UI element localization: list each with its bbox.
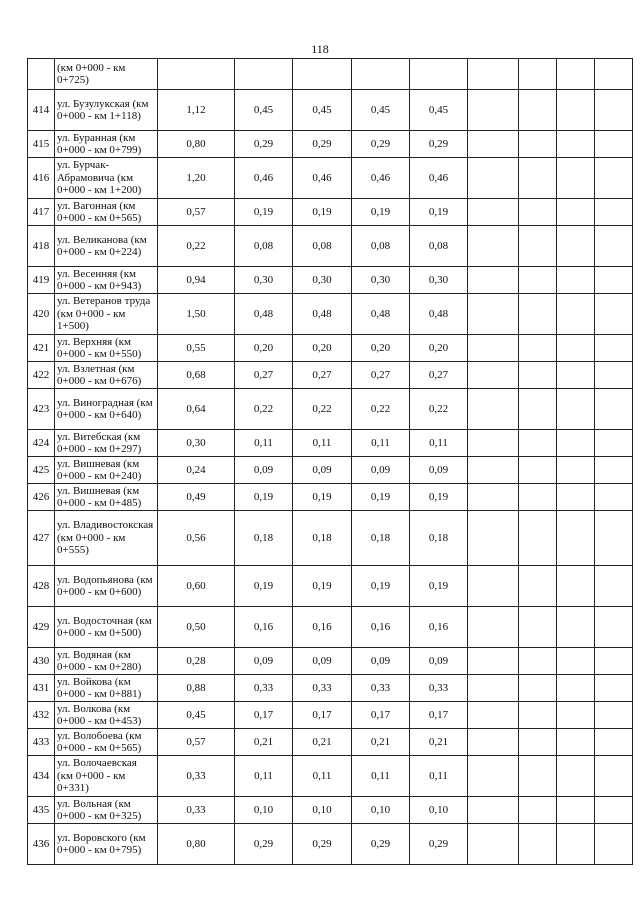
value-col-4: 0,21 — [410, 729, 468, 756]
road-name: ул. Весенняя (км 0+000 - км 0+943) — [55, 267, 158, 294]
empty-cell — [595, 294, 633, 335]
empty-cell — [519, 158, 557, 199]
road-length-value: 0,45 — [158, 702, 235, 729]
empty-cell — [519, 59, 557, 90]
table-row — [28, 675, 633, 702]
empty-cell — [519, 199, 557, 226]
road-name: ул. Бузулукская (км 0+000 - км 1+118) — [55, 90, 158, 131]
value-col-2: 0,46 — [293, 158, 352, 199]
empty-cell — [557, 675, 595, 702]
empty-cell — [468, 294, 519, 335]
empty-cell — [519, 226, 557, 267]
value-col-3: 0,19 — [352, 199, 410, 226]
value-col-2: 0,30 — [293, 267, 352, 294]
empty-cell — [595, 648, 633, 675]
empty-cell — [468, 729, 519, 756]
road-length-value: 0,57 — [158, 199, 235, 226]
road-length-value: 0,94 — [158, 267, 235, 294]
road-name: ул. Ветеранов труда (км 0+000 - км 1+500) — [55, 294, 158, 335]
road-name: ул. Волкова (км 0+000 - км 0+453) — [55, 702, 158, 729]
road-length-value: 0,22 — [158, 226, 235, 267]
road-name: ул. Буранная (км 0+000 - км 0+799) — [55, 131, 158, 158]
empty-cell — [519, 511, 557, 566]
empty-cell — [468, 702, 519, 729]
value-col-3: 0,08 — [352, 226, 410, 267]
empty-cell — [468, 335, 519, 362]
empty-cell — [519, 335, 557, 362]
value-col-3: 0,20 — [352, 335, 410, 362]
value-col-4: 0,08 — [410, 226, 468, 267]
empty-cell — [519, 824, 557, 865]
value-col-3: 0,09 — [352, 457, 410, 484]
value-col-4: 0,17 — [410, 702, 468, 729]
empty-cell — [557, 294, 595, 335]
value-col-1: 0,11 — [235, 430, 293, 457]
value-col-2: 0,19 — [293, 484, 352, 511]
value-col-1: 0,48 — [235, 294, 293, 335]
road-name: ул. Вишневая (км 0+000 - км 0+240) — [55, 457, 158, 484]
value-col-2: 0,20 — [293, 335, 352, 362]
roads-table — [27, 58, 633, 865]
empty-cell — [595, 484, 633, 511]
value-col-3: 0,19 — [352, 484, 410, 511]
road-length-value: 0,88 — [158, 675, 235, 702]
road-length-value: 1,20 — [158, 158, 235, 199]
empty-cell — [557, 484, 595, 511]
empty-cell — [468, 389, 519, 430]
table-row — [28, 131, 633, 158]
value-col-1: 0,19 — [235, 566, 293, 607]
empty-cell — [519, 457, 557, 484]
value-col-2: 0,10 — [293, 797, 352, 824]
roads-table-body — [28, 59, 633, 865]
road-name: ул. Витебская (км 0+000 - км 0+297) — [55, 430, 158, 457]
value-col-3: 0,22 — [352, 389, 410, 430]
value-col-4: 0,11 — [410, 756, 468, 797]
value-col-3: 0,16 — [352, 607, 410, 648]
value-col-2: 0,33 — [293, 675, 352, 702]
table-row — [28, 294, 633, 335]
empty-cell — [595, 729, 633, 756]
empty-cell — [519, 430, 557, 457]
page-number: 118 — [311, 42, 329, 56]
value-col-4: 0,20 — [410, 335, 468, 362]
empty-cell — [519, 702, 557, 729]
value-col-3: 0,29 — [352, 131, 410, 158]
value-col-4: 0,16 — [410, 607, 468, 648]
road-name: ул. Волочаевская (км 0+000 - км 0+331) — [55, 756, 158, 797]
empty-cell — [468, 648, 519, 675]
table-row — [28, 756, 633, 797]
road-name: ул. Владивостокская (км 0+000 - км 0+555) — [55, 511, 158, 566]
value-col-2: 0,48 — [293, 294, 352, 335]
value-col-2: 0,29 — [293, 824, 352, 865]
empty-cell — [519, 648, 557, 675]
row-number: 429 — [28, 607, 55, 648]
empty-cell — [557, 824, 595, 865]
value-col-4: 0,19 — [410, 199, 468, 226]
value-col-4: 0,27 — [410, 362, 468, 389]
empty-cell — [557, 756, 595, 797]
road-name: ул. Вольная (км 0+000 - км 0+325) — [55, 797, 158, 824]
value-col-4: 0,10 — [410, 797, 468, 824]
value-col-2: 0,22 — [293, 389, 352, 430]
empty-cell — [468, 457, 519, 484]
row-number: 422 — [28, 362, 55, 389]
value-col-1: 0,16 — [235, 607, 293, 648]
road-length-value: 0,68 — [158, 362, 235, 389]
empty-cell — [595, 430, 633, 457]
value-col-3: 0,19 — [352, 566, 410, 607]
value-col-2: 0,45 — [293, 90, 352, 131]
empty-cell — [595, 267, 633, 294]
value-col-1: 0,10 — [235, 797, 293, 824]
value-col-2: 0,27 — [293, 362, 352, 389]
row-number: 416 — [28, 158, 55, 199]
row-number — [28, 59, 55, 90]
value-col-3: 0,29 — [352, 824, 410, 865]
row-number: 424 — [28, 430, 55, 457]
table-row — [28, 566, 633, 607]
empty-cell — [557, 511, 595, 566]
value-col-3: 0,09 — [352, 648, 410, 675]
value-col-1: 0,30 — [235, 267, 293, 294]
table-row — [28, 389, 633, 430]
row-number: 419 — [28, 267, 55, 294]
table-row — [28, 729, 633, 756]
empty-cell — [519, 267, 557, 294]
empty-cell — [468, 797, 519, 824]
road-name: ул. Верхняя (км 0+000 - км 0+550) — [55, 335, 158, 362]
value-col-2: 0,11 — [293, 430, 352, 457]
road-length-value: 0,80 — [158, 131, 235, 158]
road-length-value: 0,64 — [158, 389, 235, 430]
value-col-2: 0,09 — [293, 648, 352, 675]
road-name: ул. Бурчак-Абрамовича (км 0+000 - км 1+200) — [55, 158, 158, 199]
table-row — [28, 199, 633, 226]
value-col-3: 0,27 — [352, 362, 410, 389]
row-number: 427 — [28, 511, 55, 566]
road-length-value: 0,24 — [158, 457, 235, 484]
empty-cell — [519, 756, 557, 797]
empty-cell — [468, 511, 519, 566]
empty-cell — [595, 824, 633, 865]
empty-cell — [519, 675, 557, 702]
value-col-4 — [410, 59, 468, 90]
value-col-2: 0,09 — [293, 457, 352, 484]
road-length-value: 0,33 — [158, 756, 235, 797]
value-col-4: 0,48 — [410, 294, 468, 335]
table-row — [28, 430, 633, 457]
value-col-1: 0,09 — [235, 648, 293, 675]
empty-cell — [595, 675, 633, 702]
empty-cell — [557, 362, 595, 389]
empty-cell — [595, 158, 633, 199]
value-col-3 — [352, 59, 410, 90]
empty-cell — [595, 199, 633, 226]
empty-cell — [557, 131, 595, 158]
empty-cell — [557, 267, 595, 294]
row-number: 418 — [28, 226, 55, 267]
road-length-value: 0,60 — [158, 566, 235, 607]
value-col-3: 0,11 — [352, 430, 410, 457]
row-number: 430 — [28, 648, 55, 675]
empty-cell — [468, 566, 519, 607]
empty-cell — [519, 729, 557, 756]
empty-cell — [595, 335, 633, 362]
empty-cell — [519, 797, 557, 824]
empty-cell — [468, 131, 519, 158]
value-col-2: 0,16 — [293, 607, 352, 648]
empty-cell — [468, 362, 519, 389]
road-name: ул. Виноградная (км 0+000 - км 0+640) — [55, 389, 158, 430]
empty-cell — [595, 362, 633, 389]
empty-cell — [468, 90, 519, 131]
row-number: 431 — [28, 675, 55, 702]
empty-cell — [519, 607, 557, 648]
empty-cell — [557, 90, 595, 131]
value-col-4: 0,30 — [410, 267, 468, 294]
empty-cell — [557, 607, 595, 648]
value-col-1: 0,21 — [235, 729, 293, 756]
row-number: 428 — [28, 566, 55, 607]
value-col-1: 0,19 — [235, 199, 293, 226]
road-name: ул. Волобоева (км 0+000 - км 0+565) — [55, 729, 158, 756]
table-row — [28, 158, 633, 199]
value-col-3: 0,17 — [352, 702, 410, 729]
table-row — [28, 362, 633, 389]
road-name: ул. Вагонная (км 0+000 - км 0+565) — [55, 199, 158, 226]
value-col-1: 0,19 — [235, 484, 293, 511]
value-col-3: 0,21 — [352, 729, 410, 756]
empty-cell — [557, 566, 595, 607]
road-length-value — [158, 59, 235, 90]
value-col-3: 0,10 — [352, 797, 410, 824]
road-length-value: 0,30 — [158, 430, 235, 457]
table-row — [28, 90, 633, 131]
row-number: 432 — [28, 702, 55, 729]
empty-cell — [519, 389, 557, 430]
table-row — [28, 648, 633, 675]
value-col-3: 0,48 — [352, 294, 410, 335]
road-length-value: 0,49 — [158, 484, 235, 511]
value-col-1: 0,29 — [235, 131, 293, 158]
empty-cell — [557, 457, 595, 484]
road-length-value: 0,55 — [158, 335, 235, 362]
empty-cell — [468, 267, 519, 294]
value-col-4: 0,19 — [410, 484, 468, 511]
table-row — [28, 484, 633, 511]
value-col-3: 0,33 — [352, 675, 410, 702]
table-row — [28, 457, 633, 484]
row-number: 414 — [28, 90, 55, 131]
road-name: ул. Великанова (км 0+000 - км 0+224) — [55, 226, 158, 267]
value-col-4: 0,09 — [410, 648, 468, 675]
value-col-1: 0,45 — [235, 90, 293, 131]
empty-cell — [519, 131, 557, 158]
empty-cell — [519, 90, 557, 131]
value-col-3: 0,46 — [352, 158, 410, 199]
value-col-3: 0,45 — [352, 90, 410, 131]
empty-cell — [468, 484, 519, 511]
empty-cell — [468, 675, 519, 702]
empty-cell — [519, 566, 557, 607]
road-length-value: 0,50 — [158, 607, 235, 648]
empty-cell — [557, 430, 595, 457]
table-row — [28, 226, 633, 267]
empty-cell — [557, 335, 595, 362]
value-col-1: 0,33 — [235, 675, 293, 702]
value-col-1: 0,22 — [235, 389, 293, 430]
empty-cell — [557, 158, 595, 199]
row-number: 433 — [28, 729, 55, 756]
row-number: 417 — [28, 199, 55, 226]
value-col-1 — [235, 59, 293, 90]
value-col-1: 0,08 — [235, 226, 293, 267]
table-row — [28, 59, 633, 90]
empty-cell — [468, 607, 519, 648]
road-length-value: 0,56 — [158, 511, 235, 566]
road-length-value: 0,33 — [158, 797, 235, 824]
empty-cell — [468, 158, 519, 199]
road-name: ул. Водяная (км 0+000 - км 0+280) — [55, 648, 158, 675]
row-number: 425 — [28, 457, 55, 484]
row-number: 426 — [28, 484, 55, 511]
road-length-value: 1,12 — [158, 90, 235, 131]
value-col-4: 0,09 — [410, 457, 468, 484]
row-number: 436 — [28, 824, 55, 865]
value-col-3: 0,18 — [352, 511, 410, 566]
road-name: (км 0+000 - км 0+725) — [55, 59, 158, 90]
table-row — [28, 824, 633, 865]
road-name: ул. Вишневая (км 0+000 - км 0+485) — [55, 484, 158, 511]
table-row — [28, 267, 633, 294]
road-length-value: 0,28 — [158, 648, 235, 675]
row-number: 435 — [28, 797, 55, 824]
empty-cell — [595, 566, 633, 607]
value-col-1: 0,46 — [235, 158, 293, 199]
empty-cell — [595, 756, 633, 797]
road-length-value: 0,80 — [158, 824, 235, 865]
value-col-4: 0,45 — [410, 90, 468, 131]
value-col-1: 0,17 — [235, 702, 293, 729]
road-name: ул. Войкова (км 0+000 - км 0+881) — [55, 675, 158, 702]
table-row — [28, 335, 633, 362]
value-col-4: 0,11 — [410, 430, 468, 457]
empty-cell — [557, 797, 595, 824]
road-name: ул. Воровского (км 0+000 - км 0+795) — [55, 824, 158, 865]
empty-cell — [468, 756, 519, 797]
row-number: 434 — [28, 756, 55, 797]
empty-cell — [557, 199, 595, 226]
empty-cell — [468, 199, 519, 226]
value-col-4: 0,33 — [410, 675, 468, 702]
value-col-4: 0,29 — [410, 824, 468, 865]
value-col-1: 0,27 — [235, 362, 293, 389]
row-number: 423 — [28, 389, 55, 430]
value-col-4: 0,22 — [410, 389, 468, 430]
road-name: ул. Взлетная (км 0+000 - км 0+676) — [55, 362, 158, 389]
value-col-2: 0,18 — [293, 511, 352, 566]
empty-cell — [595, 389, 633, 430]
empty-cell — [595, 511, 633, 566]
empty-cell — [519, 362, 557, 389]
empty-cell — [595, 90, 633, 131]
value-col-1: 0,09 — [235, 457, 293, 484]
empty-cell — [557, 59, 595, 90]
road-length-value: 0,57 — [158, 729, 235, 756]
value-col-2: 0,17 — [293, 702, 352, 729]
empty-cell — [519, 484, 557, 511]
row-number: 421 — [28, 335, 55, 362]
value-col-4: 0,29 — [410, 131, 468, 158]
value-col-2: 0,19 — [293, 566, 352, 607]
road-name: ул. Водопьянова (км 0+000 - км 0+600) — [55, 566, 158, 607]
empty-cell — [468, 824, 519, 865]
value-col-4: 0,46 — [410, 158, 468, 199]
value-col-2: 0,11 — [293, 756, 352, 797]
empty-cell — [468, 59, 519, 90]
empty-cell — [595, 702, 633, 729]
value-col-3: 0,30 — [352, 267, 410, 294]
empty-cell — [557, 729, 595, 756]
empty-cell — [595, 226, 633, 267]
empty-cell — [557, 226, 595, 267]
value-col-2 — [293, 59, 352, 90]
row-number: 420 — [28, 294, 55, 335]
value-col-4: 0,19 — [410, 566, 468, 607]
empty-cell — [595, 797, 633, 824]
value-col-2: 0,08 — [293, 226, 352, 267]
road-name: ул. Водосточная (км 0+000 - км 0+500) — [55, 607, 158, 648]
road-length-value: 1,50 — [158, 294, 235, 335]
empty-cell — [468, 226, 519, 267]
empty-cell — [468, 430, 519, 457]
value-col-1: 0,18 — [235, 511, 293, 566]
value-col-2: 0,29 — [293, 131, 352, 158]
value-col-4: 0,18 — [410, 511, 468, 566]
empty-cell — [519, 294, 557, 335]
value-col-2: 0,21 — [293, 729, 352, 756]
row-number: 415 — [28, 131, 55, 158]
table-row — [28, 797, 633, 824]
value-col-1: 0,20 — [235, 335, 293, 362]
table-row — [28, 607, 633, 648]
table-row — [28, 511, 633, 566]
empty-cell — [595, 607, 633, 648]
value-col-1: 0,29 — [235, 824, 293, 865]
empty-cell — [557, 702, 595, 729]
value-col-2: 0,19 — [293, 199, 352, 226]
value-col-1: 0,11 — [235, 756, 293, 797]
empty-cell — [595, 457, 633, 484]
empty-cell — [595, 131, 633, 158]
empty-cell — [595, 59, 633, 90]
table-row — [28, 702, 633, 729]
empty-cell — [557, 648, 595, 675]
empty-cell — [557, 389, 595, 430]
value-col-3: 0,11 — [352, 756, 410, 797]
